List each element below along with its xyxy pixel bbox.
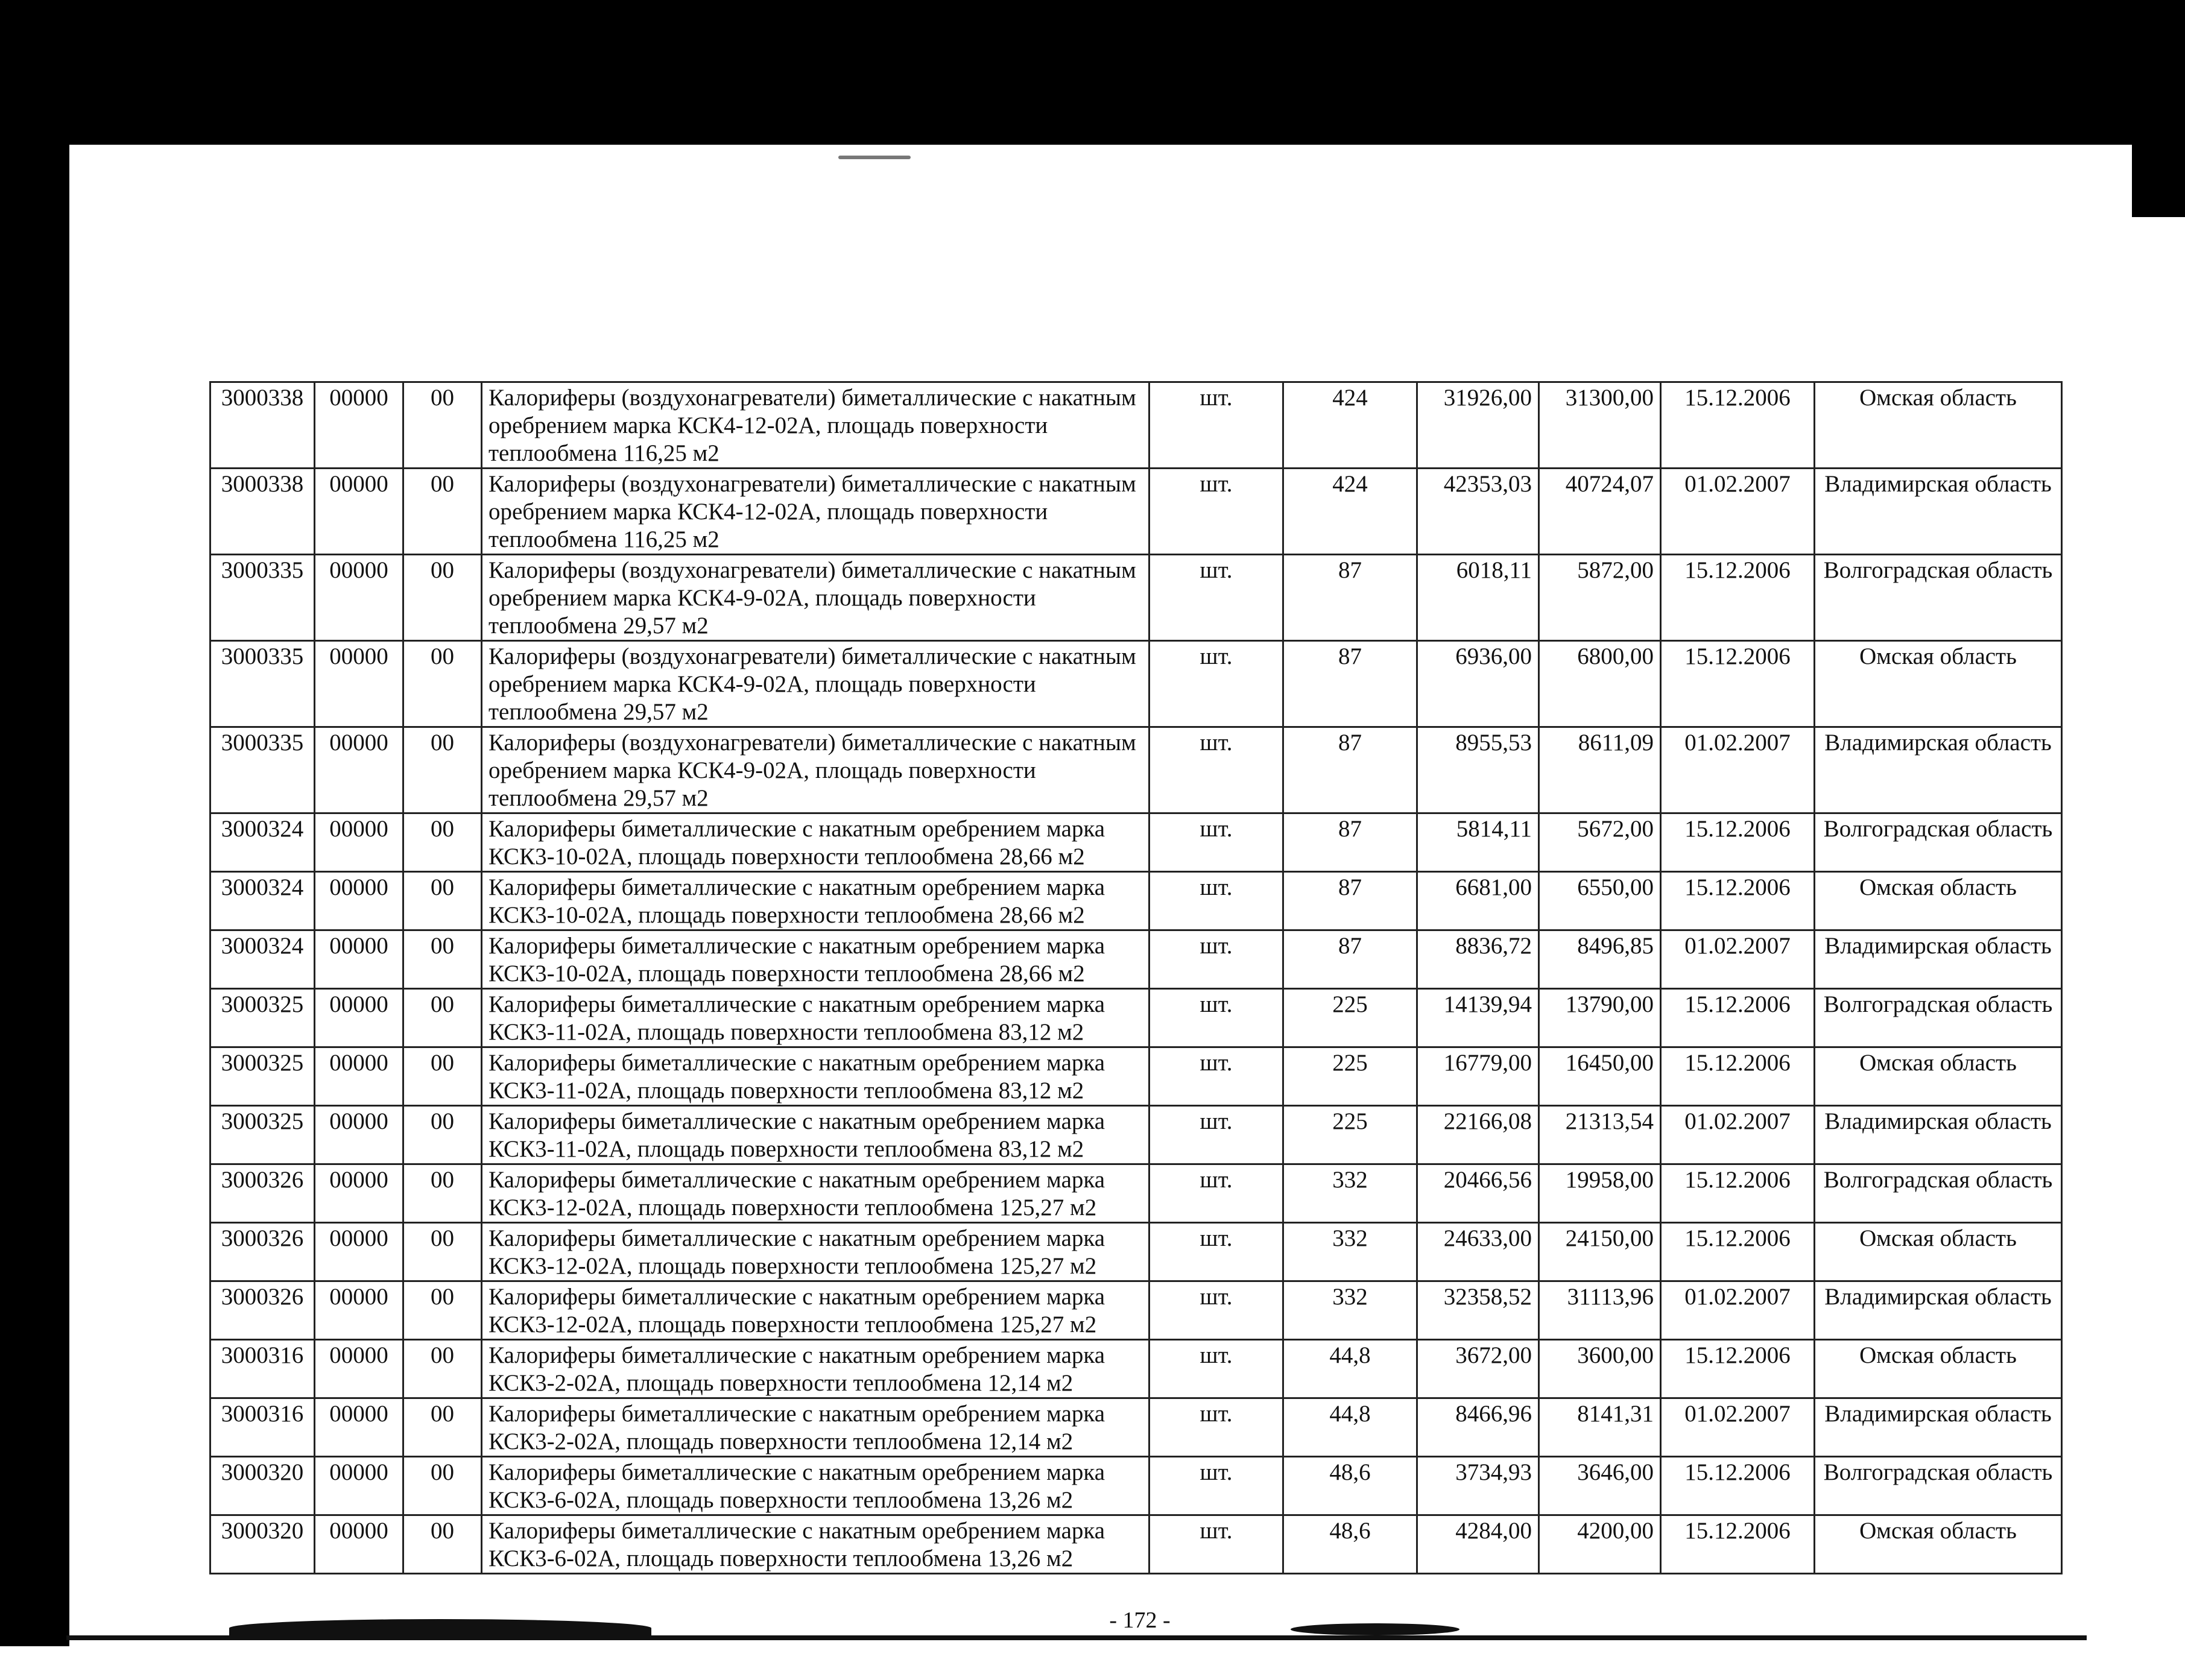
cell-weight: 87 [1283, 641, 1417, 727]
cell-region: Владимирская область [1815, 1281, 2062, 1340]
cell-price: 8611,09 [1539, 727, 1661, 813]
scan-artifact-mark [838, 156, 911, 159]
scan-border-top [0, 0, 2185, 145]
cell-date: 15.12.2006 [1661, 1457, 1815, 1515]
cell-code: 3000316 [210, 1340, 315, 1398]
cell-region: Омская область [1815, 1340, 2062, 1398]
cell-subcode: 00000 [315, 727, 403, 813]
cell-description: Калориферы биметаллические с накатным оребрением марка КСК3-11-02А, площадь поверхности теплообмена 83,12 м2 [482, 989, 1149, 1047]
cell-unit: шт. [1149, 872, 1283, 930]
cell-price-with-vat: 31926,00 [1417, 382, 1539, 469]
cell-subcode: 00000 [315, 930, 403, 989]
cell-region: Омская область [1815, 872, 2062, 930]
cell-subcode: 00000 [315, 1340, 403, 1398]
cell-description: Калориферы биметаллические с накатным оребрением марка КСК3-11-02А, площадь поверхности теплообмена 83,12 м2 [482, 1106, 1149, 1164]
cell-date: 01.02.2007 [1661, 1281, 1815, 1340]
cell-subcode2: 00 [403, 1047, 482, 1106]
cell-date: 15.12.2006 [1661, 1164, 1815, 1223]
cell-region: Владимирская область [1815, 930, 2062, 989]
cell-unit: шт. [1149, 1398, 1283, 1457]
cell-date: 01.02.2007 [1661, 1106, 1815, 1164]
cell-region: Омская область [1815, 1515, 2062, 1574]
cell-price-with-vat: 32358,52 [1417, 1281, 1539, 1340]
cell-price: 3600,00 [1539, 1340, 1661, 1398]
cell-unit: шт. [1149, 1281, 1283, 1340]
cell-subcode2: 00 [403, 1164, 482, 1223]
cell-price-with-vat: 8466,96 [1417, 1398, 1539, 1457]
cell-subcode: 00000 [315, 1457, 403, 1515]
cell-code: 3000326 [210, 1223, 315, 1281]
cell-date: 15.12.2006 [1661, 382, 1815, 469]
cell-unit: шт. [1149, 555, 1283, 641]
scan-border-bottom [0, 1646, 2185, 1680]
cell-price: 3646,00 [1539, 1457, 1661, 1515]
cell-date: 01.02.2007 [1661, 930, 1815, 989]
cell-price: 5872,00 [1539, 555, 1661, 641]
table-row [210, 382, 2062, 469]
table-row [210, 469, 2062, 555]
cell-subcode2: 00 [403, 555, 482, 641]
scan-border-left [0, 0, 69, 1680]
table-row [210, 930, 2062, 989]
cell-price: 8496,85 [1539, 930, 1661, 989]
cell-subcode2: 00 [403, 1515, 482, 1574]
cell-weight: 225 [1283, 989, 1417, 1047]
cell-description: Калориферы биметаллические с накатным оребрением марка КСК3-12-02А, площадь поверхности теплообмена 125,27 м2 [482, 1164, 1149, 1223]
cell-price-with-vat: 6936,00 [1417, 641, 1539, 727]
cell-description: Калориферы (воздухонагреватели) биметаллические с накатным оребрением марка КСК4-12-02А, площадь поверхности теплообмена 116,25 м2 [482, 469, 1149, 555]
cell-subcode: 00000 [315, 813, 403, 872]
cell-weight: 332 [1283, 1164, 1417, 1223]
cell-weight: 424 [1283, 469, 1417, 555]
cell-subcode: 00000 [315, 872, 403, 930]
cell-weight: 87 [1283, 727, 1417, 813]
cell-unit: шт. [1149, 382, 1283, 469]
cell-region: Волгоградская область [1815, 555, 2062, 641]
table-row [210, 1398, 2062, 1457]
cell-subcode: 00000 [315, 1164, 403, 1223]
cell-unit: шт. [1149, 641, 1283, 727]
cell-date: 15.12.2006 [1661, 555, 1815, 641]
cell-price-with-vat: 6018,11 [1417, 555, 1539, 641]
table-row [210, 1047, 2062, 1106]
cell-code: 3000320 [210, 1457, 315, 1515]
cell-price-with-vat: 4284,00 [1417, 1515, 1539, 1574]
cell-price-with-vat: 24633,00 [1417, 1223, 1539, 1281]
cell-price: 31300,00 [1539, 382, 1661, 469]
cell-subcode2: 00 [403, 641, 482, 727]
cell-price-with-vat: 3734,93 [1417, 1457, 1539, 1515]
cell-price: 5672,00 [1539, 813, 1661, 872]
cell-subcode2: 00 [403, 727, 482, 813]
table-row [210, 1340, 2062, 1398]
cell-weight: 87 [1283, 813, 1417, 872]
table-row [210, 1281, 2062, 1340]
cell-weight: 44,8 [1283, 1340, 1417, 1398]
cell-description: Калориферы биметаллические с накатным оребрением марка КСК3-10-02А, площадь поверхности теплообмена 28,66 м2 [482, 872, 1149, 930]
cell-subcode: 00000 [315, 641, 403, 727]
cell-subcode: 00000 [315, 469, 403, 555]
cell-price: 40724,07 [1539, 469, 1661, 555]
cell-description: Калориферы биметаллические с накатным оребрением марка КСК3-2-02А, площадь поверхности теплообмена 12,14 м2 [482, 1398, 1149, 1457]
cell-weight: 332 [1283, 1281, 1417, 1340]
cell-code: 3000324 [210, 813, 315, 872]
cell-price-with-vat: 14139,94 [1417, 989, 1539, 1047]
cell-date: 15.12.2006 [1661, 1340, 1815, 1398]
cell-price: 6550,00 [1539, 872, 1661, 930]
cell-code: 3000325 [210, 989, 315, 1047]
cell-unit: шт. [1149, 930, 1283, 989]
cell-subcode: 00000 [315, 1281, 403, 1340]
cell-price: 16450,00 [1539, 1047, 1661, 1106]
cell-unit: шт. [1149, 1047, 1283, 1106]
cell-weight: 48,6 [1283, 1457, 1417, 1515]
cell-code: 3000338 [210, 469, 315, 555]
cell-price-with-vat: 8955,53 [1417, 727, 1539, 813]
cell-price-with-vat: 22166,08 [1417, 1106, 1539, 1164]
cell-region: Владимирская область [1815, 727, 2062, 813]
cell-region: Омская область [1815, 641, 2062, 727]
cell-code: 3000316 [210, 1398, 315, 1457]
cell-description: Калориферы биметаллические с накатным оребрением марка КСК3-6-02А, площадь поверхности теплообмена 13,26 м2 [482, 1457, 1149, 1515]
cell-subcode: 00000 [315, 1398, 403, 1457]
cell-subcode: 00000 [315, 1106, 403, 1164]
cell-date: 01.02.2007 [1661, 1398, 1815, 1457]
table-row [210, 1106, 2062, 1164]
cell-price-with-vat: 5814,11 [1417, 813, 1539, 872]
scan-smudge [1291, 1623, 1459, 1635]
cell-date: 01.02.2007 [1661, 727, 1815, 813]
cell-region: Омская область [1815, 382, 2062, 469]
table-row [210, 1457, 2062, 1515]
cell-unit: шт. [1149, 727, 1283, 813]
cell-code: 3000324 [210, 872, 315, 930]
cell-date: 15.12.2006 [1661, 813, 1815, 872]
cell-price-with-vat: 8836,72 [1417, 930, 1539, 989]
cell-subcode: 00000 [315, 382, 403, 469]
table-row [210, 872, 2062, 930]
cell-price: 8141,31 [1539, 1398, 1661, 1457]
cell-subcode: 00000 [315, 555, 403, 641]
cell-code: 3000325 [210, 1106, 315, 1164]
cell-subcode2: 00 [403, 1457, 482, 1515]
cell-description: Калориферы (воздухонагреватели) биметаллические с накатным оребрением марка КСК4-9-02А, площадь поверхности теплообмена 29,57 м2 [482, 727, 1149, 813]
cell-price-with-vat: 3672,00 [1417, 1340, 1539, 1398]
cell-unit: шт. [1149, 813, 1283, 872]
cell-unit: шт. [1149, 989, 1283, 1047]
table-row [210, 555, 2062, 641]
cell-region: Волгоградская область [1815, 813, 2062, 872]
cell-price-with-vat: 20466,56 [1417, 1164, 1539, 1223]
table-row [210, 641, 2062, 727]
cell-price: 4200,00 [1539, 1515, 1661, 1574]
cell-weight: 44,8 [1283, 1398, 1417, 1457]
price-table [209, 381, 2063, 1574]
cell-date: 15.12.2006 [1661, 872, 1815, 930]
cell-description: Калориферы биметаллические с накатным оребрением марка КСК3-12-02А, площадь поверхности теплообмена 125,27 м2 [482, 1223, 1149, 1281]
cell-weight: 87 [1283, 930, 1417, 989]
cell-description: Калориферы биметаллические с накатным оребрением марка КСК3-11-02А, площадь поверхности теплообмена 83,12 м2 [482, 1047, 1149, 1106]
cell-weight: 332 [1283, 1223, 1417, 1281]
cell-subcode: 00000 [315, 1047, 403, 1106]
cell-date: 15.12.2006 [1661, 1047, 1815, 1106]
cell-subcode2: 00 [403, 1281, 482, 1340]
cell-date: 01.02.2007 [1661, 469, 1815, 555]
cell-unit: шт. [1149, 1106, 1283, 1164]
cell-region: Владимирская область [1815, 469, 2062, 555]
cell-unit: шт. [1149, 1457, 1283, 1515]
cell-code: 3000335 [210, 555, 315, 641]
cell-price: 31113,96 [1539, 1281, 1661, 1340]
cell-description: Калориферы биметаллические с накатным оребрением марка КСК3-2-02А, площадь поверхности теплообмена 12,14 м2 [482, 1340, 1149, 1398]
cell-price: 21313,54 [1539, 1106, 1661, 1164]
cell-subcode2: 00 [403, 469, 482, 555]
cell-price-with-vat: 42353,03 [1417, 469, 1539, 555]
cell-subcode2: 00 [403, 930, 482, 989]
table-row [210, 1515, 2062, 1574]
cell-weight: 225 [1283, 1106, 1417, 1164]
cell-weight: 424 [1283, 382, 1417, 469]
cell-weight: 48,6 [1283, 1515, 1417, 1574]
cell-price-with-vat: 6681,00 [1417, 872, 1539, 930]
cell-date: 15.12.2006 [1661, 1515, 1815, 1574]
cell-unit: шт. [1149, 1223, 1283, 1281]
cell-subcode2: 00 [403, 989, 482, 1047]
scan-border-right [2132, 0, 2185, 217]
cell-date: 15.12.2006 [1661, 1223, 1815, 1281]
cell-description: Калориферы биметаллические с накатным оребрением марка КСК3-12-02А, площадь поверхности теплообмена 125,27 м2 [482, 1281, 1149, 1340]
cell-description: Калориферы биметаллические с накатным оребрением марка КСК3-10-02А, площадь поверхности теплообмена 28,66 м2 [482, 813, 1149, 872]
cell-subcode: 00000 [315, 989, 403, 1047]
cell-region: Омская область [1815, 1223, 2062, 1281]
cell-price: 24150,00 [1539, 1223, 1661, 1281]
cell-region: Омская область [1815, 1047, 2062, 1106]
cell-subcode2: 00 [403, 1106, 482, 1164]
cell-date: 15.12.2006 [1661, 641, 1815, 727]
cell-subcode2: 00 [403, 872, 482, 930]
cell-description: Калориферы (воздухонагреватели) биметаллические с накатным оребрением марка КСК4-9-02А, площадь поверхности теплообмена 29,57 м2 [482, 555, 1149, 641]
cell-region: Волгоградская область [1815, 1164, 2062, 1223]
cell-code: 3000324 [210, 930, 315, 989]
table-row [210, 727, 2062, 813]
cell-region: Владимирская область [1815, 1398, 2062, 1457]
cell-region: Владимирская область [1815, 1106, 2062, 1164]
cell-price: 19958,00 [1539, 1164, 1661, 1223]
table-row [210, 1164, 2062, 1223]
cell-subcode: 00000 [315, 1515, 403, 1574]
page-number: - 172 - [1080, 1607, 1200, 1634]
cell-price-with-vat: 16779,00 [1417, 1047, 1539, 1106]
cell-code: 3000326 [210, 1164, 315, 1223]
cell-code: 3000338 [210, 382, 315, 469]
cell-code: 3000325 [210, 1047, 315, 1106]
cell-subcode2: 00 [403, 1398, 482, 1457]
table-row [210, 989, 2062, 1047]
cell-description: Калориферы биметаллические с накатным оребрением марка КСК3-10-02А, площадь поверхности теплообмена 28,66 м2 [482, 930, 1149, 989]
cell-weight: 87 [1283, 555, 1417, 641]
cell-unit: шт. [1149, 469, 1283, 555]
table-row [210, 1223, 2062, 1281]
cell-description: Калориферы (воздухонагреватели) биметаллические с накатным оребрением марка КСК4-12-02А, площадь поверхности теплообмена 116,25 м2 [482, 382, 1149, 469]
cell-subcode2: 00 [403, 813, 482, 872]
cell-unit: шт. [1149, 1340, 1283, 1398]
cell-description: Калориферы биметаллические с накатным оребрением марка КСК3-6-02А, площадь поверхности теплообмена 13,26 м2 [482, 1515, 1149, 1574]
cell-code: 3000335 [210, 641, 315, 727]
table-row [210, 813, 2062, 872]
cell-subcode2: 00 [403, 1223, 482, 1281]
cell-description: Калориферы (воздухонагреватели) биметаллические с накатным оребрением марка КСК4-9-02А, площадь поверхности теплообмена 29,57 м2 [482, 641, 1149, 727]
cell-subcode2: 00 [403, 1340, 482, 1398]
cell-unit: шт. [1149, 1164, 1283, 1223]
cell-region: Волгоградская область [1815, 989, 2062, 1047]
cell-weight: 87 [1283, 872, 1417, 930]
cell-subcode: 00000 [315, 1223, 403, 1281]
cell-code: 3000335 [210, 727, 315, 813]
cell-date: 15.12.2006 [1661, 989, 1815, 1047]
cell-weight: 225 [1283, 1047, 1417, 1106]
cell-code: 3000326 [210, 1281, 315, 1340]
price-table-body [210, 382, 2062, 1574]
cell-price: 6800,00 [1539, 641, 1661, 727]
cell-unit: шт. [1149, 1515, 1283, 1574]
scan-smudge [229, 1619, 651, 1637]
cell-price: 13790,00 [1539, 989, 1661, 1047]
cell-subcode2: 00 [403, 382, 482, 469]
cell-code: 3000320 [210, 1515, 315, 1574]
cell-region: Волгоградская область [1815, 1457, 2062, 1515]
